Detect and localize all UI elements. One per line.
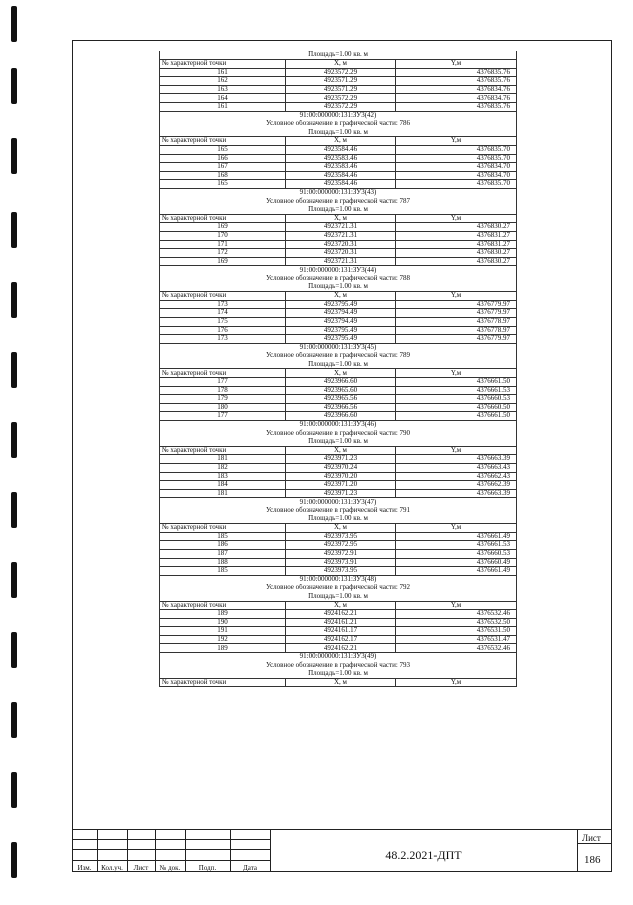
table-row xyxy=(160,146,517,155)
parcel-legend-label xyxy=(160,506,517,515)
y-coordinate: 4376779.97 xyxy=(396,300,517,309)
y-coordinate: 4376830.27 xyxy=(396,249,517,258)
parcel-code-text: 91:00:000000:131:ЗУ3(43) xyxy=(160,189,517,198)
table-row xyxy=(160,94,517,103)
parcel-legend-label xyxy=(160,661,517,670)
parcel-legend-label-text: Условное обозначение в графической части: 790 xyxy=(160,429,517,438)
x-coordinate: 4923572.29 xyxy=(286,103,396,112)
x-coordinate: 4923965.60 xyxy=(286,386,396,395)
table-row xyxy=(160,77,517,86)
y-coordinate: 4376834.70 xyxy=(396,163,517,172)
header-y: Y,м xyxy=(396,601,517,610)
x-coordinate: 4923973.95 xyxy=(286,532,396,541)
parcel-area xyxy=(160,283,517,292)
binding-hole xyxy=(11,138,17,174)
header-point-number: № характерной точки xyxy=(160,214,286,223)
parcel-legend-label-text: Условное обозначение в графической части: 788 xyxy=(160,274,517,283)
header-y: Y,м xyxy=(396,446,517,455)
table-row xyxy=(160,68,517,77)
x-coordinate: 4923972.91 xyxy=(286,549,396,558)
point-number: 164 xyxy=(160,94,286,103)
header-x: X, м xyxy=(286,60,396,69)
table-header-row xyxy=(160,137,517,146)
table-row xyxy=(160,223,517,232)
point-number: 161 xyxy=(160,68,286,77)
x-coordinate: 4923971.23 xyxy=(286,489,396,498)
table-row xyxy=(160,489,517,498)
y-coordinate: 4376779.97 xyxy=(396,309,517,318)
table-row xyxy=(160,231,517,240)
binding-hole xyxy=(11,212,17,248)
y-coordinate: 4376661.53 xyxy=(396,386,517,395)
x-coordinate: 4923795.49 xyxy=(286,335,396,344)
header-x: X, м xyxy=(286,292,396,301)
x-coordinate: 4923584.46 xyxy=(286,180,396,189)
x-coordinate: 4924161.21 xyxy=(286,618,396,627)
table-row xyxy=(160,567,517,576)
table-row xyxy=(160,627,517,636)
y-coordinate: 4376835.70 xyxy=(396,146,517,155)
point-number: 180 xyxy=(160,403,286,412)
y-coordinate: 4376835.76 xyxy=(396,68,517,77)
header-y: Y,м xyxy=(396,678,517,687)
parcel-legend-label-text: Условное обозначение в графической части: 791 xyxy=(160,506,517,515)
x-coordinate: 4923721.31 xyxy=(286,257,396,266)
point-number: 171 xyxy=(160,240,286,249)
y-coordinate: 4376835.70 xyxy=(396,154,517,163)
y-coordinate: 4376661.50 xyxy=(396,412,517,421)
table-row xyxy=(160,558,517,567)
point-number: 191 xyxy=(160,627,286,636)
x-coordinate: 4923584.46 xyxy=(286,146,396,155)
table-row xyxy=(160,103,517,112)
parcel-code xyxy=(160,111,517,120)
x-coordinate: 4923720.31 xyxy=(286,240,396,249)
parcel-legend-label-text: Условное обозначение в графической части: 793 xyxy=(160,661,517,670)
y-coordinate: 4376662.43 xyxy=(396,472,517,481)
table-row xyxy=(160,300,517,309)
y-coordinate: 4376835.76 xyxy=(396,103,517,112)
point-number: 187 xyxy=(160,549,286,558)
parcel-code xyxy=(160,189,517,198)
y-coordinate: 4376834.70 xyxy=(396,171,517,180)
binding-hole xyxy=(11,68,17,104)
coordinates-table xyxy=(159,51,517,687)
sheet-label: Лист xyxy=(582,833,601,843)
x-coordinate: 4923571.29 xyxy=(286,85,396,94)
table-row xyxy=(160,317,517,326)
parcel-code xyxy=(160,343,517,352)
binding-hole xyxy=(11,772,17,808)
point-number: 184 xyxy=(160,481,286,490)
header-point-number: № характерной точки xyxy=(160,369,286,378)
header-x: X, м xyxy=(286,678,396,687)
y-coordinate: 4376660.53 xyxy=(396,549,517,558)
stamp-izm-label: Изм. xyxy=(77,864,92,872)
y-coordinate: 4376830.27 xyxy=(396,223,517,232)
header-y: Y,м xyxy=(396,292,517,301)
x-coordinate: 4923572.29 xyxy=(286,68,396,77)
y-coordinate: 4376660.53 xyxy=(396,395,517,404)
x-coordinate: 4923572.29 xyxy=(286,94,396,103)
table-row xyxy=(160,610,517,619)
y-coordinate: 4376661.53 xyxy=(396,541,517,550)
binding-hole xyxy=(11,282,17,318)
parcel-area-text: Площадь=1.00 кв. м xyxy=(160,51,517,60)
x-coordinate: 4923966.60 xyxy=(286,412,396,421)
table-row xyxy=(160,635,517,644)
y-coordinate: 4376532.46 xyxy=(396,644,517,653)
point-number: 188 xyxy=(160,558,286,567)
parcel-code xyxy=(160,653,517,662)
parcel-code-text: 91:00:000000:131:ЗУ3(45) xyxy=(160,343,517,352)
header-x: X, м xyxy=(286,524,396,533)
binding-hole xyxy=(11,842,17,878)
parcel-legend-label-text: Условное обозначение в графической части: 786 xyxy=(160,120,517,129)
x-coordinate: 4923721.31 xyxy=(286,223,396,232)
x-coordinate: 4923795.49 xyxy=(286,326,396,335)
point-number: 179 xyxy=(160,395,286,404)
table-row xyxy=(160,644,517,653)
parcel-code-text: 91:00:000000:131:ЗУ3(48) xyxy=(160,575,517,584)
table-row xyxy=(160,335,517,344)
x-coordinate: 4923584.46 xyxy=(286,171,396,180)
point-number: 186 xyxy=(160,541,286,550)
parcel-legend-label xyxy=(160,584,517,593)
y-coordinate: 4376663.39 xyxy=(396,489,517,498)
parcel-legend-label xyxy=(160,274,517,283)
table-header-row xyxy=(160,214,517,223)
header-y: Y,м xyxy=(396,137,517,146)
table-row xyxy=(160,472,517,481)
parcel-area-text: Площадь=1.00 кв. м xyxy=(160,128,517,137)
parcel-area-text: Площадь=1.00 кв. м xyxy=(160,283,517,292)
point-number: 173 xyxy=(160,335,286,344)
table-row xyxy=(160,412,517,421)
parcel-area xyxy=(160,592,517,601)
point-number: 163 xyxy=(160,85,286,94)
parcel-area-text: Площадь=1.00 кв. м xyxy=(160,592,517,601)
table-row xyxy=(160,378,517,387)
table-header-row xyxy=(160,601,517,610)
point-number: 162 xyxy=(160,77,286,86)
coordinates-table-area xyxy=(159,51,516,687)
table-header-row xyxy=(160,60,517,69)
parcel-code xyxy=(160,498,517,507)
parcel-area-text: Площадь=1.00 кв. м xyxy=(160,206,517,215)
parcel-legend-label xyxy=(160,197,517,206)
table-row xyxy=(160,309,517,318)
y-coordinate: 4376661.49 xyxy=(396,567,517,576)
stamp-list-label: Лист xyxy=(133,864,149,872)
y-coordinate: 4376835.76 xyxy=(396,77,517,86)
point-number: 185 xyxy=(160,567,286,576)
parcel-area-text: Площадь=1.00 кв. м xyxy=(160,438,517,447)
table-header-row xyxy=(160,446,517,455)
parcel-code-text: 91:00:000000:131:ЗУ3(47) xyxy=(160,498,517,507)
parcel-area-text: Площадь=1.00 кв. м xyxy=(160,670,517,679)
header-point-number: № характерной точки xyxy=(160,524,286,533)
point-number: 189 xyxy=(160,644,286,653)
y-coordinate: 4376532.50 xyxy=(396,618,517,627)
header-y: Y,м xyxy=(396,524,517,533)
stamp-data-label: Дата xyxy=(243,864,257,872)
point-number: 182 xyxy=(160,464,286,473)
point-number: 170 xyxy=(160,231,286,240)
parcel-area-text: Площадь=1.00 кв. м xyxy=(160,515,517,524)
y-coordinate: 4376779.97 xyxy=(396,335,517,344)
y-coordinate: 4376835.70 xyxy=(396,180,517,189)
parcel-code-text: 91:00:000000:131:ЗУ3(42) xyxy=(160,111,517,120)
header-x: X, м xyxy=(286,601,396,610)
header-x: X, м xyxy=(286,214,396,223)
y-coordinate: 4376663.43 xyxy=(396,464,517,473)
point-number: 176 xyxy=(160,326,286,335)
table-row xyxy=(160,171,517,180)
y-coordinate: 4376532.46 xyxy=(396,610,517,619)
point-number: 192 xyxy=(160,635,286,644)
point-number: 173 xyxy=(160,300,286,309)
point-number: 169 xyxy=(160,223,286,232)
x-coordinate: 4923971.23 xyxy=(286,455,396,464)
parcel-code-text: 91:00:000000:131:ЗУ3(49) xyxy=(160,653,517,662)
x-coordinate: 4923794.49 xyxy=(286,317,396,326)
table-row xyxy=(160,326,517,335)
binding-strip xyxy=(0,0,40,905)
table-row xyxy=(160,386,517,395)
x-coordinate: 4924161.17 xyxy=(286,627,396,636)
x-coordinate: 4923966.60 xyxy=(286,378,396,387)
x-coordinate: 4923973.95 xyxy=(286,567,396,576)
x-coordinate: 4923965.56 xyxy=(286,395,396,404)
point-number: 165 xyxy=(160,146,286,155)
y-coordinate: 4376660.50 xyxy=(396,403,517,412)
table-row xyxy=(160,180,517,189)
header-point-number: № характерной точки xyxy=(160,292,286,301)
table-row xyxy=(160,532,517,541)
x-coordinate: 4924162.21 xyxy=(286,644,396,653)
parcel-area xyxy=(160,51,517,60)
y-coordinate: 4376834.76 xyxy=(396,85,517,94)
binding-hole xyxy=(11,562,17,598)
y-coordinate: 4376778.97 xyxy=(396,326,517,335)
point-number: 189 xyxy=(160,610,286,619)
x-coordinate: 4923795.49 xyxy=(286,300,396,309)
parcel-code xyxy=(160,575,517,584)
point-number: 185 xyxy=(160,532,286,541)
table-row xyxy=(160,85,517,94)
point-number: 161 xyxy=(160,103,286,112)
x-coordinate: 4924162.21 xyxy=(286,610,396,619)
x-coordinate: 4924162.17 xyxy=(286,635,396,644)
header-x: X, м xyxy=(286,446,396,455)
point-number: 174 xyxy=(160,309,286,318)
table-row xyxy=(160,257,517,266)
point-number: 175 xyxy=(160,317,286,326)
parcel-area xyxy=(160,670,517,679)
y-coordinate: 4376531.50 xyxy=(396,627,517,636)
header-x: X, м xyxy=(286,137,396,146)
point-number: 181 xyxy=(160,455,286,464)
parcel-legend-label-text: Условное обозначение в графической части: 789 xyxy=(160,352,517,361)
y-coordinate: 4376830.27 xyxy=(396,257,517,266)
y-coordinate: 4376661.49 xyxy=(396,532,517,541)
document-code: 48.2.2021-ДПТ xyxy=(385,848,462,862)
y-coordinate: 4376662.39 xyxy=(396,481,517,490)
binding-hole xyxy=(11,492,17,528)
x-coordinate: 4923583.46 xyxy=(286,154,396,163)
table-row xyxy=(160,163,517,172)
point-number: 165 xyxy=(160,180,286,189)
point-number: 190 xyxy=(160,618,286,627)
parcel-code-text: 91:00:000000:131:ЗУ3(46) xyxy=(160,421,517,430)
x-coordinate: 4923970.20 xyxy=(286,472,396,481)
point-number: 177 xyxy=(160,412,286,421)
x-coordinate: 4923972.95 xyxy=(286,541,396,550)
y-coordinate: 4376831.27 xyxy=(396,231,517,240)
point-number: 178 xyxy=(160,386,286,395)
table-header-row xyxy=(160,292,517,301)
parcel-legend-label xyxy=(160,120,517,129)
table-header-row xyxy=(160,369,517,378)
table-row xyxy=(160,464,517,473)
title-block xyxy=(72,829,612,872)
header-point-number: № характерной точки xyxy=(160,446,286,455)
table-row xyxy=(160,541,517,550)
point-number: 168 xyxy=(160,171,286,180)
point-number: 181 xyxy=(160,489,286,498)
table-row xyxy=(160,549,517,558)
parcel-legend-label-text: Условное обозначение в графической части: 792 xyxy=(160,584,517,593)
y-coordinate: 4376660.49 xyxy=(396,558,517,567)
table-row xyxy=(160,154,517,163)
point-number: 166 xyxy=(160,154,286,163)
binding-hole xyxy=(11,352,17,388)
x-coordinate: 4923721.31 xyxy=(286,231,396,240)
y-coordinate: 4376834.76 xyxy=(396,94,517,103)
parcel-area xyxy=(160,438,517,447)
parcel-area-text: Площадь=1.00 кв. м xyxy=(160,360,517,369)
header-point-number: № характерной точки xyxy=(160,601,286,610)
x-coordinate: 4923970.24 xyxy=(286,464,396,473)
table-row xyxy=(160,618,517,627)
parcel-area xyxy=(160,360,517,369)
x-coordinate: 4923583.46 xyxy=(286,163,396,172)
y-coordinate: 4376831.27 xyxy=(396,240,517,249)
parcel-area xyxy=(160,206,517,215)
parcel-area xyxy=(160,128,517,137)
parcel-legend-label xyxy=(160,352,517,361)
stamp-n-dok-label: № док. xyxy=(159,864,181,872)
y-coordinate: 4376663.39 xyxy=(396,455,517,464)
header-x: X, м xyxy=(286,369,396,378)
table-row xyxy=(160,455,517,464)
point-number: 172 xyxy=(160,249,286,258)
table-row xyxy=(160,403,517,412)
stamp-kol-uch-label: Кол.уч. xyxy=(101,864,123,872)
header-y: Y,м xyxy=(396,60,517,69)
header-point-number: № характерной точки xyxy=(160,678,286,687)
table-row xyxy=(160,249,517,258)
binding-hole xyxy=(11,702,17,738)
point-number: 183 xyxy=(160,472,286,481)
point-number: 177 xyxy=(160,378,286,387)
x-coordinate: 4923794.49 xyxy=(286,309,396,318)
table-row xyxy=(160,240,517,249)
point-number: 169 xyxy=(160,257,286,266)
binding-hole xyxy=(11,422,17,458)
parcel-legend-label xyxy=(160,429,517,438)
parcel-code-text: 91:00:000000:131:ЗУ3(44) xyxy=(160,266,517,275)
binding-hole xyxy=(11,632,17,668)
sheet-number: 186 xyxy=(584,854,601,866)
y-coordinate: 4376778.97 xyxy=(396,317,517,326)
table-row xyxy=(160,395,517,404)
y-coordinate: 4376661.50 xyxy=(396,378,517,387)
table-header-row xyxy=(160,524,517,533)
point-number: 167 xyxy=(160,163,286,172)
stamp-podp-label: Подп. xyxy=(198,864,217,872)
parcel-legend-label-text: Условное обозначение в графической части: 787 xyxy=(160,197,517,206)
y-coordinate: 4376531.47 xyxy=(396,635,517,644)
x-coordinate: 4923973.91 xyxy=(286,558,396,567)
parcel-code xyxy=(160,266,517,275)
table-row xyxy=(160,481,517,490)
x-coordinate: 4923720.31 xyxy=(286,249,396,258)
header-y: Y,м xyxy=(396,369,517,378)
binding-hole xyxy=(11,6,17,42)
table-header-row xyxy=(160,678,517,687)
header-point-number: № характерной точки xyxy=(160,60,286,69)
x-coordinate: 4923571.29 xyxy=(286,77,396,86)
header-point-number: № характерной точки xyxy=(160,137,286,146)
parcel-code xyxy=(160,421,517,430)
x-coordinate: 4923971.20 xyxy=(286,481,396,490)
parcel-area xyxy=(160,515,517,524)
x-coordinate: 4923966.56 xyxy=(286,403,396,412)
header-y: Y,м xyxy=(396,214,517,223)
